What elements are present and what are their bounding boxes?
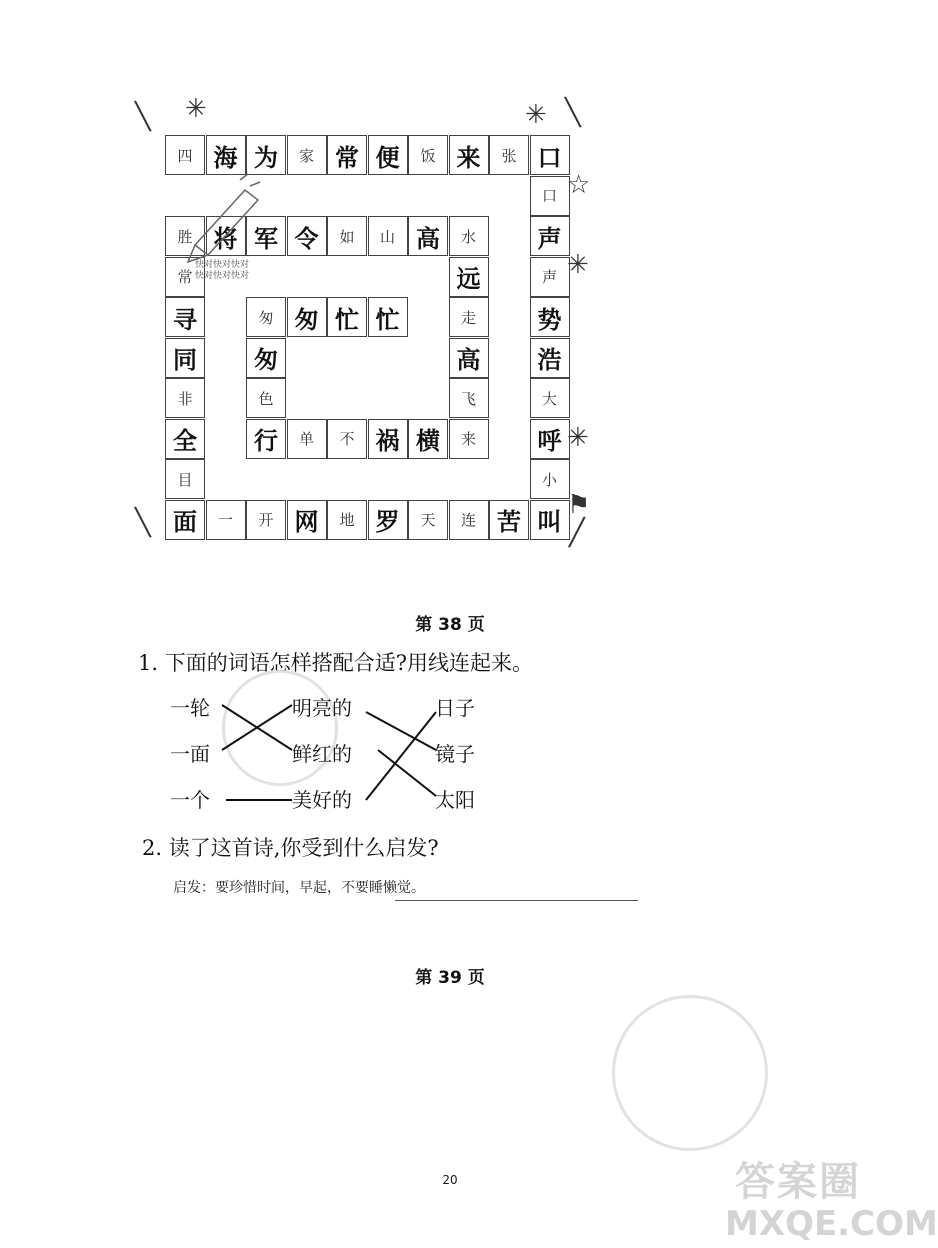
right-word-3: 太阳: [435, 788, 475, 812]
left-word-3: 一个: [170, 788, 210, 812]
grid-cell: 匆: [246, 338, 286, 378]
section-39-heading: 第 39 页: [415, 968, 485, 988]
grid-cell: 横: [408, 419, 448, 459]
grid-cell: 浩: [530, 338, 570, 378]
grid-cell: 张: [489, 135, 529, 175]
grid-cell: 高: [449, 338, 489, 378]
answer-underline: [395, 900, 638, 901]
grid-cell: 来: [449, 419, 489, 459]
right-word-1: 日子: [435, 696, 475, 720]
mid-word-2: 鲜红的: [292, 742, 352, 766]
star-decoration-icon: ✳: [567, 423, 589, 453]
grid-cell: 面: [165, 500, 205, 540]
star-decoration-icon: ✳: [567, 250, 589, 280]
grid-cell: 不: [327, 419, 367, 459]
grid-cell: 飞: [449, 378, 489, 418]
mid-word-1: 明亮的: [292, 696, 352, 720]
grid-cell: 天: [408, 500, 448, 540]
grid-cell: 大: [530, 378, 570, 418]
corner-decoration-icon: ╲: [565, 98, 581, 128]
grid-cell: 叫: [530, 500, 570, 540]
star-decoration-icon: ✳: [185, 94, 207, 124]
grid-cell: 网: [287, 500, 327, 540]
grid-cell: 为: [246, 135, 286, 175]
grid-cell: 口: [530, 176, 570, 216]
right-word-2: 镜子: [435, 742, 475, 766]
answer-text: 启发：要珍惜时间，早起，不要睡懒觉。: [173, 880, 425, 896]
flag-decoration-icon: ⚑: [567, 490, 591, 520]
corner-decoration-icon: ╱: [569, 518, 585, 548]
grid-cell: 家: [287, 135, 327, 175]
grid-cell: 行: [246, 419, 286, 459]
grid-cell: 口: [530, 135, 570, 175]
grid-cell: 罗: [368, 500, 408, 540]
grid-cell: 非: [165, 378, 205, 418]
footer-url-text: MXQE.COM: [725, 1204, 938, 1244]
grid-cell: 如: [327, 216, 367, 256]
grid-cell: 声: [530, 257, 570, 297]
match-line-4: [366, 712, 436, 750]
grid-cell: 令: [287, 216, 327, 256]
section-38-heading: 第 38 页: [415, 615, 485, 635]
mid-word-3: 美好的: [292, 788, 352, 812]
grid-cell: 高: [408, 216, 448, 256]
grid-cell: 常: [327, 135, 367, 175]
grid-cell: 色: [246, 378, 286, 418]
grid-cell: 四: [165, 135, 205, 175]
question-1: 1. 下面的词语怎样搭配合适?用线连起来。: [138, 651, 533, 675]
grid-cell: 胜: [165, 216, 205, 256]
grid-cell: 连: [449, 500, 489, 540]
question-2: 2. 读了这首诗,你受到什么启发?: [142, 836, 439, 860]
grid-cell: 声: [530, 216, 570, 256]
grid-cell: 来: [449, 135, 489, 175]
grid-cell: 常: [165, 257, 205, 297]
grid-cell: 一: [206, 500, 246, 540]
grid-cell: 忙: [368, 297, 408, 337]
grid-cell: 全: [165, 419, 205, 459]
grid-cell: 军: [246, 216, 286, 256]
grid-cell: 目: [165, 459, 205, 499]
small-watermark-text: 快对快对快对 快对快对快对: [195, 260, 250, 281]
grid-cell: 祸: [368, 419, 408, 459]
grid-cell: 匆: [287, 297, 327, 337]
corner-decoration-icon: ╲: [135, 102, 151, 132]
grid-cell: 水: [449, 216, 489, 256]
grid-cell: 山: [368, 216, 408, 256]
page-number: 20: [442, 1173, 458, 1187]
grid-cell: 呼: [530, 419, 570, 459]
grid-cell: 同: [165, 338, 205, 378]
grid-cell: 饭: [408, 135, 448, 175]
grid-cell: 开: [246, 500, 286, 540]
grid-cell: 势: [530, 297, 570, 337]
corner-decoration-icon: ╲: [135, 508, 151, 538]
grid-cell: 便: [368, 135, 408, 175]
grid-cell: 小: [530, 459, 570, 499]
grid-cell: 走: [449, 297, 489, 337]
stamp-watermark-icon: [612, 995, 768, 1151]
grid-cell: 海: [206, 135, 246, 175]
grid-cell: 单: [287, 419, 327, 459]
grid-cell: 将: [206, 216, 246, 256]
grid-cell: 苦: [489, 500, 529, 540]
star-decoration-icon: ☆: [567, 170, 591, 200]
left-word-2: 一面: [170, 742, 210, 766]
grid-cell: 地: [327, 500, 367, 540]
grid-cell: 忙: [327, 297, 367, 337]
left-word-1: 一轮: [170, 696, 210, 720]
star-decoration-icon: ✳: [525, 100, 547, 130]
footer-logo-text: 答案圈: [735, 1159, 861, 1205]
grid-cell: 匆: [246, 297, 286, 337]
grid-cell: 远: [449, 257, 489, 297]
grid-cell: 寻: [165, 297, 205, 337]
